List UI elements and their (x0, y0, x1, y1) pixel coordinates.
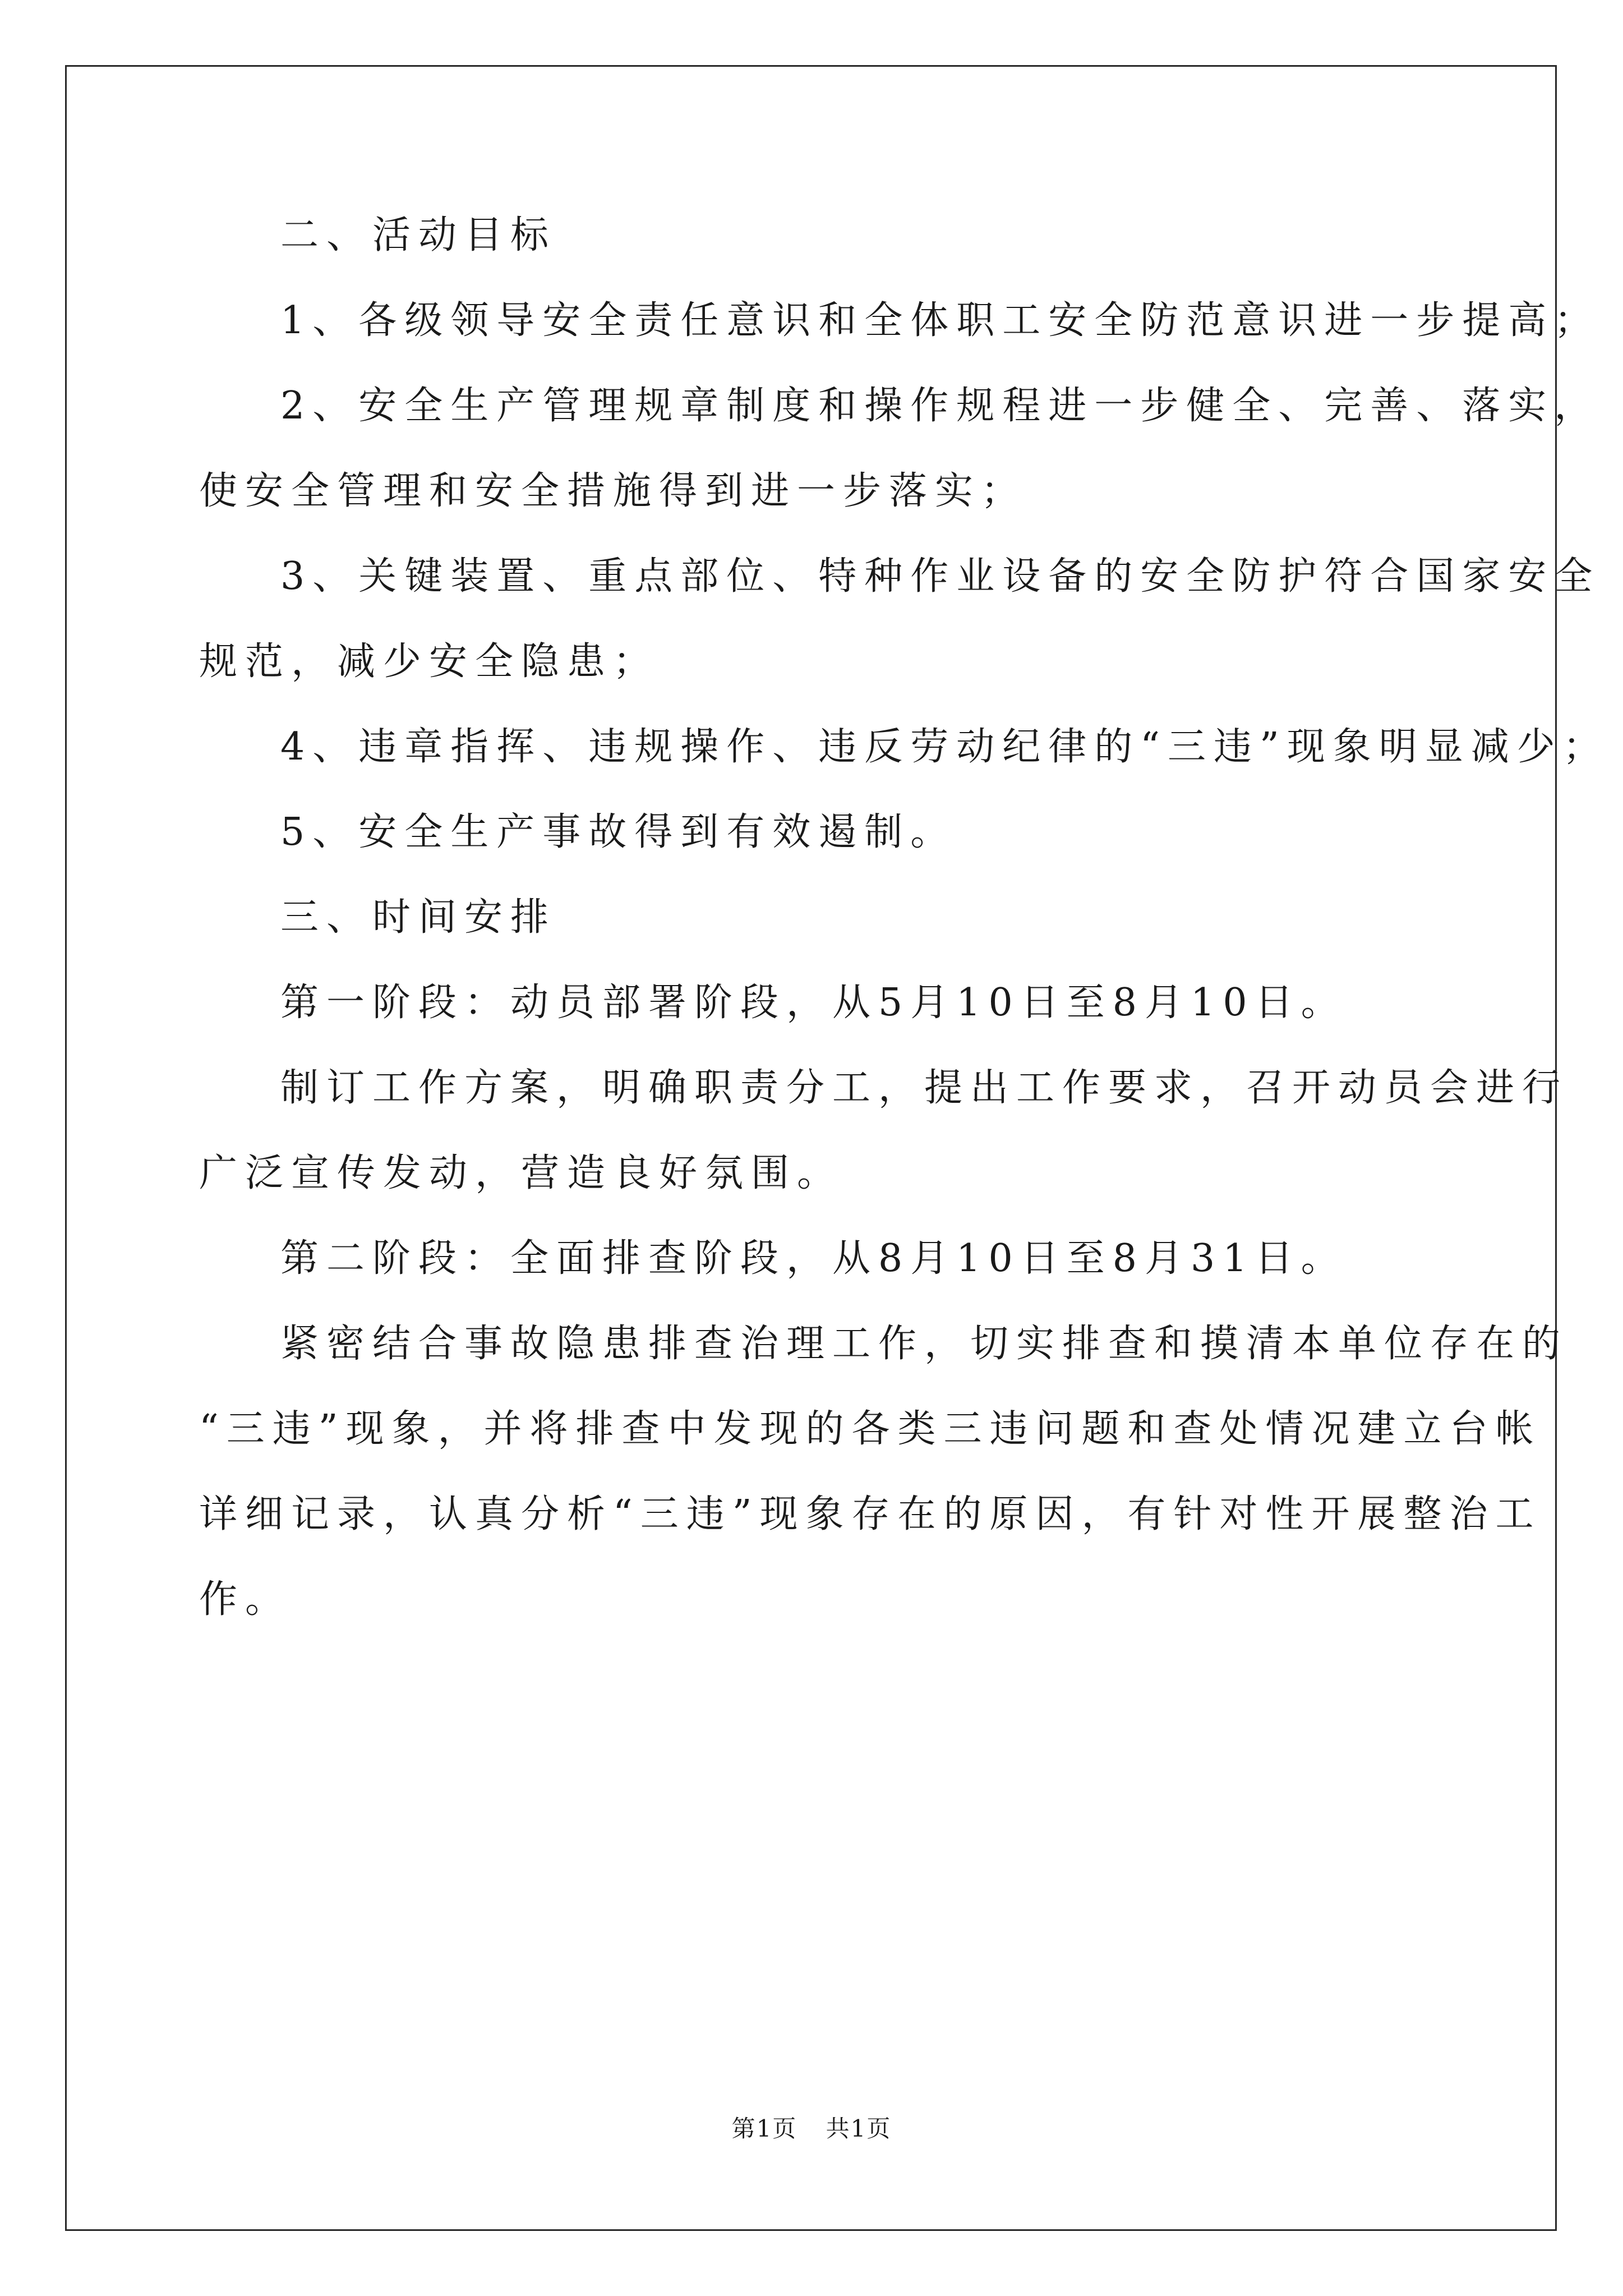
section-heading: 二、活动目标 (280, 213, 557, 257)
paragraph-line: 作。 (199, 1577, 292, 1622)
paragraph-line: 第一阶段：动员部署阶段，从5月10日至8月10日。 (280, 981, 1347, 1025)
paragraph-line: 3、关键装置、重点部位、特种作业设备的安全防护符合国家安全 (280, 554, 1601, 599)
paragraph-line: 规范，减少安全隐患； (199, 639, 660, 684)
paragraph-line: 制订工作方案，明确职责分工，提出工作要求，召开动员会进行 (280, 1066, 1569, 1110)
paragraph-line: 详细记录，认真分析“三违”现象存在的原因，有针对性开展整治工 (199, 1492, 1542, 1536)
paragraph-line: 第二阶段：全面排查阶段，从8月10日至8月31日。 (280, 1236, 1347, 1281)
page-footer (0, 2115, 1623, 2143)
paragraph-line: 4、违章指挥、违规操作、违反劳动纪律的“三违”现象明显减少； (280, 725, 1609, 769)
paragraph-line: 紧密结合事故隐患排查治理工作，切实排查和摸清本单位存在的 (280, 1322, 1569, 1366)
paragraph-line: 1、各级领导安全责任意识和全体职工安全防范意识进一步提高； (280, 298, 1601, 343)
paragraph-line: 使安全管理和安全措施得到进一步落实； (199, 469, 1027, 513)
paragraph-line: 5、安全生产事故得到有效遏制。 (280, 810, 957, 854)
page-number-total: 共1页 (826, 2115, 892, 2142)
paragraph-line: 广泛宣传发动，营造良好氛围。 (199, 1151, 843, 1195)
page-number-current: 第1页 (731, 2115, 797, 2142)
section-heading: 三、时间安排 (280, 895, 557, 940)
paragraph-line: 2、安全生产管理规章制度和操作规程进一步健全、完善、落实， (280, 384, 1601, 428)
paragraph-line: “三违”现象，并将排查中发现的各类三违问题和查处情况建立台帐 (199, 1407, 1542, 1451)
